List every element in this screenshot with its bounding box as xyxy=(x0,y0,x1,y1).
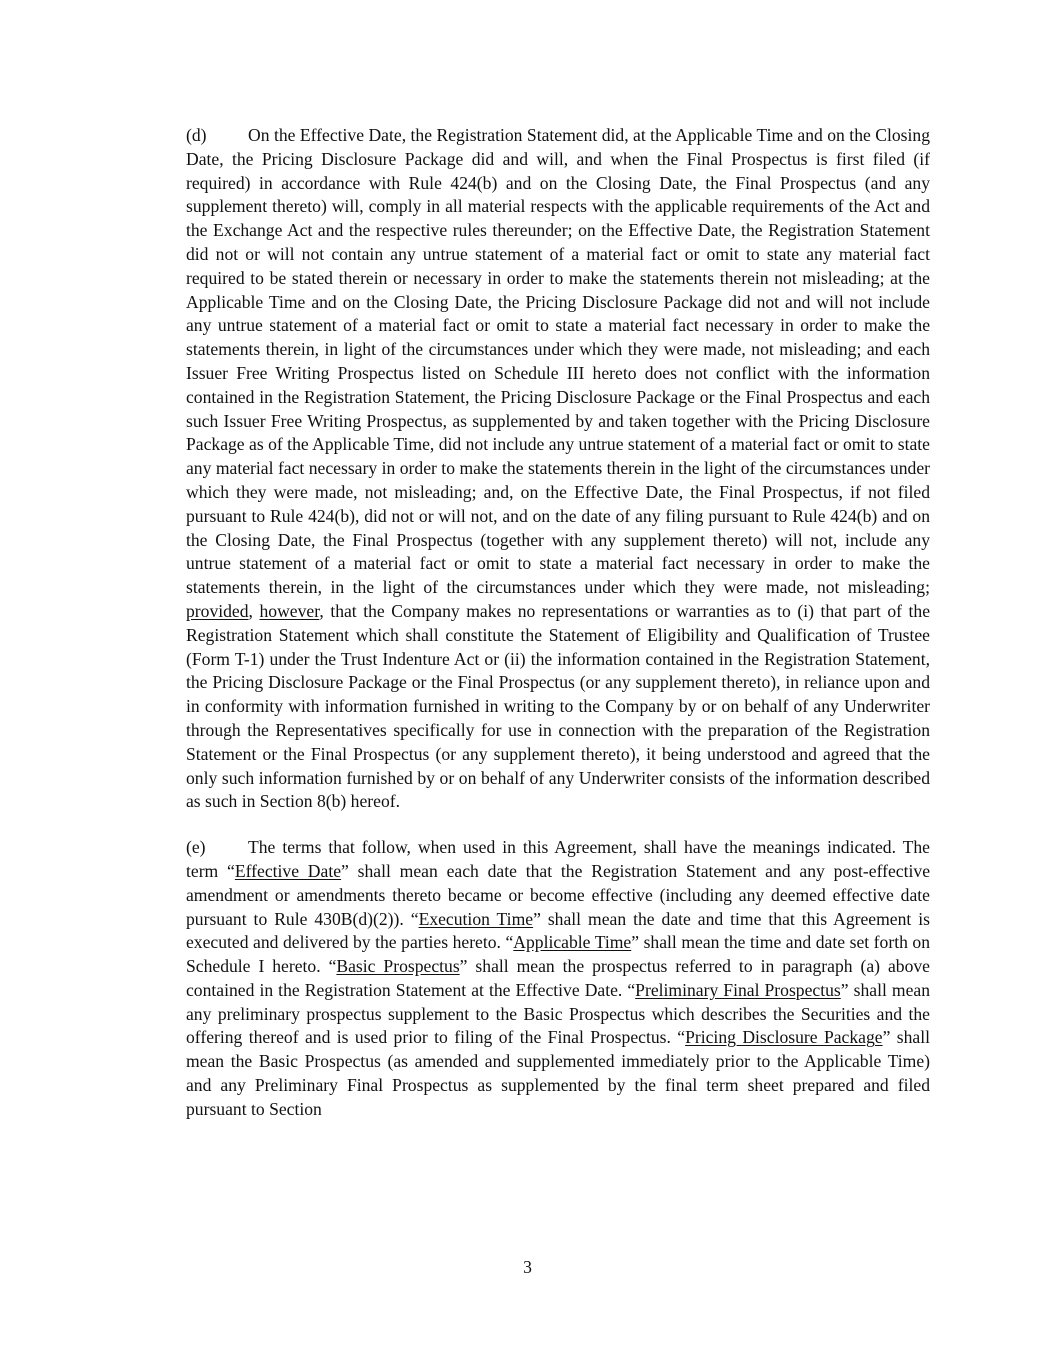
paragraph-text: ” shall mean the time and date set forth on Schedule I hereto. “ xyxy=(186,932,931,977)
paragraph-d xyxy=(186,124,930,814)
underlined-term: provided xyxy=(186,600,249,621)
paragraph-text: , that the Company makes no representations or warranties as to (i) that part of the Registration Statement which shall constitute the Statement of Eligibility and Qualification of Trustee (Form T-1) under the Trust Indenture Act or (ii) the information contained in the Registration Statement, the Pricing Disclosure Package or the Final Prospectus (or any supplement thereto), in reliance upon and in conformity with information furnished in writing to the Company by or on behalf of any Underwriter through the Representatives specifically for use in connection with the preparation of the Registration Statement or the Final Prospectus (or any supplement thereto), it being understood and agreed that the only such information furnished by or on behalf of any Underwriter consists of the information described as such in Section 8(b) hereof. xyxy=(186,600,931,812)
paragraph-text: On the Effective Date, the Registration Statement did, at the Applicable Time and on the Closing Date, the Pricing Disclosure Package did and will, and when the Final Prospectus is first filed (if required) in accordance with Rule 424(b) and on the Closing Date, the Final Prospectus (and any supplement thereto) will, comply in all material respects with the applicable requirements of the Act and the Exchange Act and the respective rules thereunder; on the Effective Date, the Registration Statement did not or will not contain any untrue statement of a material fact or omit to state any material fact required to be stated therein or necessary in order to make the statements therein not misleading; at the Applicable Time and on the Closing Date, the Pricing Disclosure Package did not and will not include any untrue statement of a material fact or omit to state a material fact necessary in order to make the statements therein, in light of the circumstances under which they were made, not misleading; and each Issuer Free Writing Prospectus listed on Schedule III hereto does not conflict with the information contained in the Registration Statement, the Pricing Disclosure Package or the Final Prospectus and each such Issuer Free Writing Prospectus, as supplemented by and taken together with the Pricing Disclosure Package as of the Applicable Time, did not include any untrue statement of a material fact or omit to state any material fact necessary in order to make the statements therein in the light of the circumstances under which they were made, not misleading; and, on the Effective Date, the Final Prospectus, if not filed pursuant to Rule 424(b), did not or will not, and on the date of any filing pursuant to Rule 424(b) and on the Closing Date, the Final Prospectus (together with any supplement thereto) will not, include any untrue statement of a material fact or omit to state a material fact necessary in order to make the statements therein, in the light of the circumstances under which they were made, not misleading; xyxy=(186,125,930,598)
paragraph-text: ” shall mean the prospectus referred to in paragraph (a) above contained in the Registration Statement at the Effective Date. “ xyxy=(186,956,930,1000)
paragraph-text: ” shall mean each date that the Registration Statement and any post-effective amendment or amendments thereto became or become effective (including any deemed effective date pursuant to Rule 430B(d)(2)). “ xyxy=(186,860,930,929)
defined-term-effective-date: Effective Date xyxy=(234,860,342,881)
defined-term-execution-time: Execution Time xyxy=(418,908,534,929)
defined-term-basic-prospectus: Basic Prospectus xyxy=(336,956,460,977)
defined-term-pricing-disclosure-package: Pricing Disclosure Package xyxy=(685,1027,883,1048)
document-body xyxy=(186,124,930,1122)
paragraph-label: (e) xyxy=(186,837,206,858)
paragraph-text: ” shall mean any preliminary prospectus supplement to the Basic Prospectus which describes the Securities and the offering thereof and is used prior to filing of the Final Prospectus. “ xyxy=(186,979,930,1048)
paragraph-text: The terms that follow, when used in this Agreement, shall have the meanings indicated. The term “ xyxy=(186,837,930,881)
page-number: 3 xyxy=(523,1257,532,1277)
paragraph-e xyxy=(186,836,930,1122)
defined-term-preliminary-final-prospectus: Preliminary Final Prospectus xyxy=(635,979,841,1000)
paragraph-text: , xyxy=(248,600,260,621)
underlined-term: however xyxy=(259,600,320,621)
defined-term-applicable-time: Applicable Time xyxy=(513,932,632,953)
paragraph-text: ” shall mean the Basic Prospectus (as amended and supplemented immediately prior to the Applicable Time) and any Preliminary Final Prospectus as supplemented by the final term sheet prepared and filed pursuant to Section xyxy=(186,1027,931,1119)
paragraph-label: (d) xyxy=(186,125,207,145)
paragraph-text: ” shall mean the date and time that this Agreement is executed and delivered by the parties hereto. “ xyxy=(186,908,930,953)
